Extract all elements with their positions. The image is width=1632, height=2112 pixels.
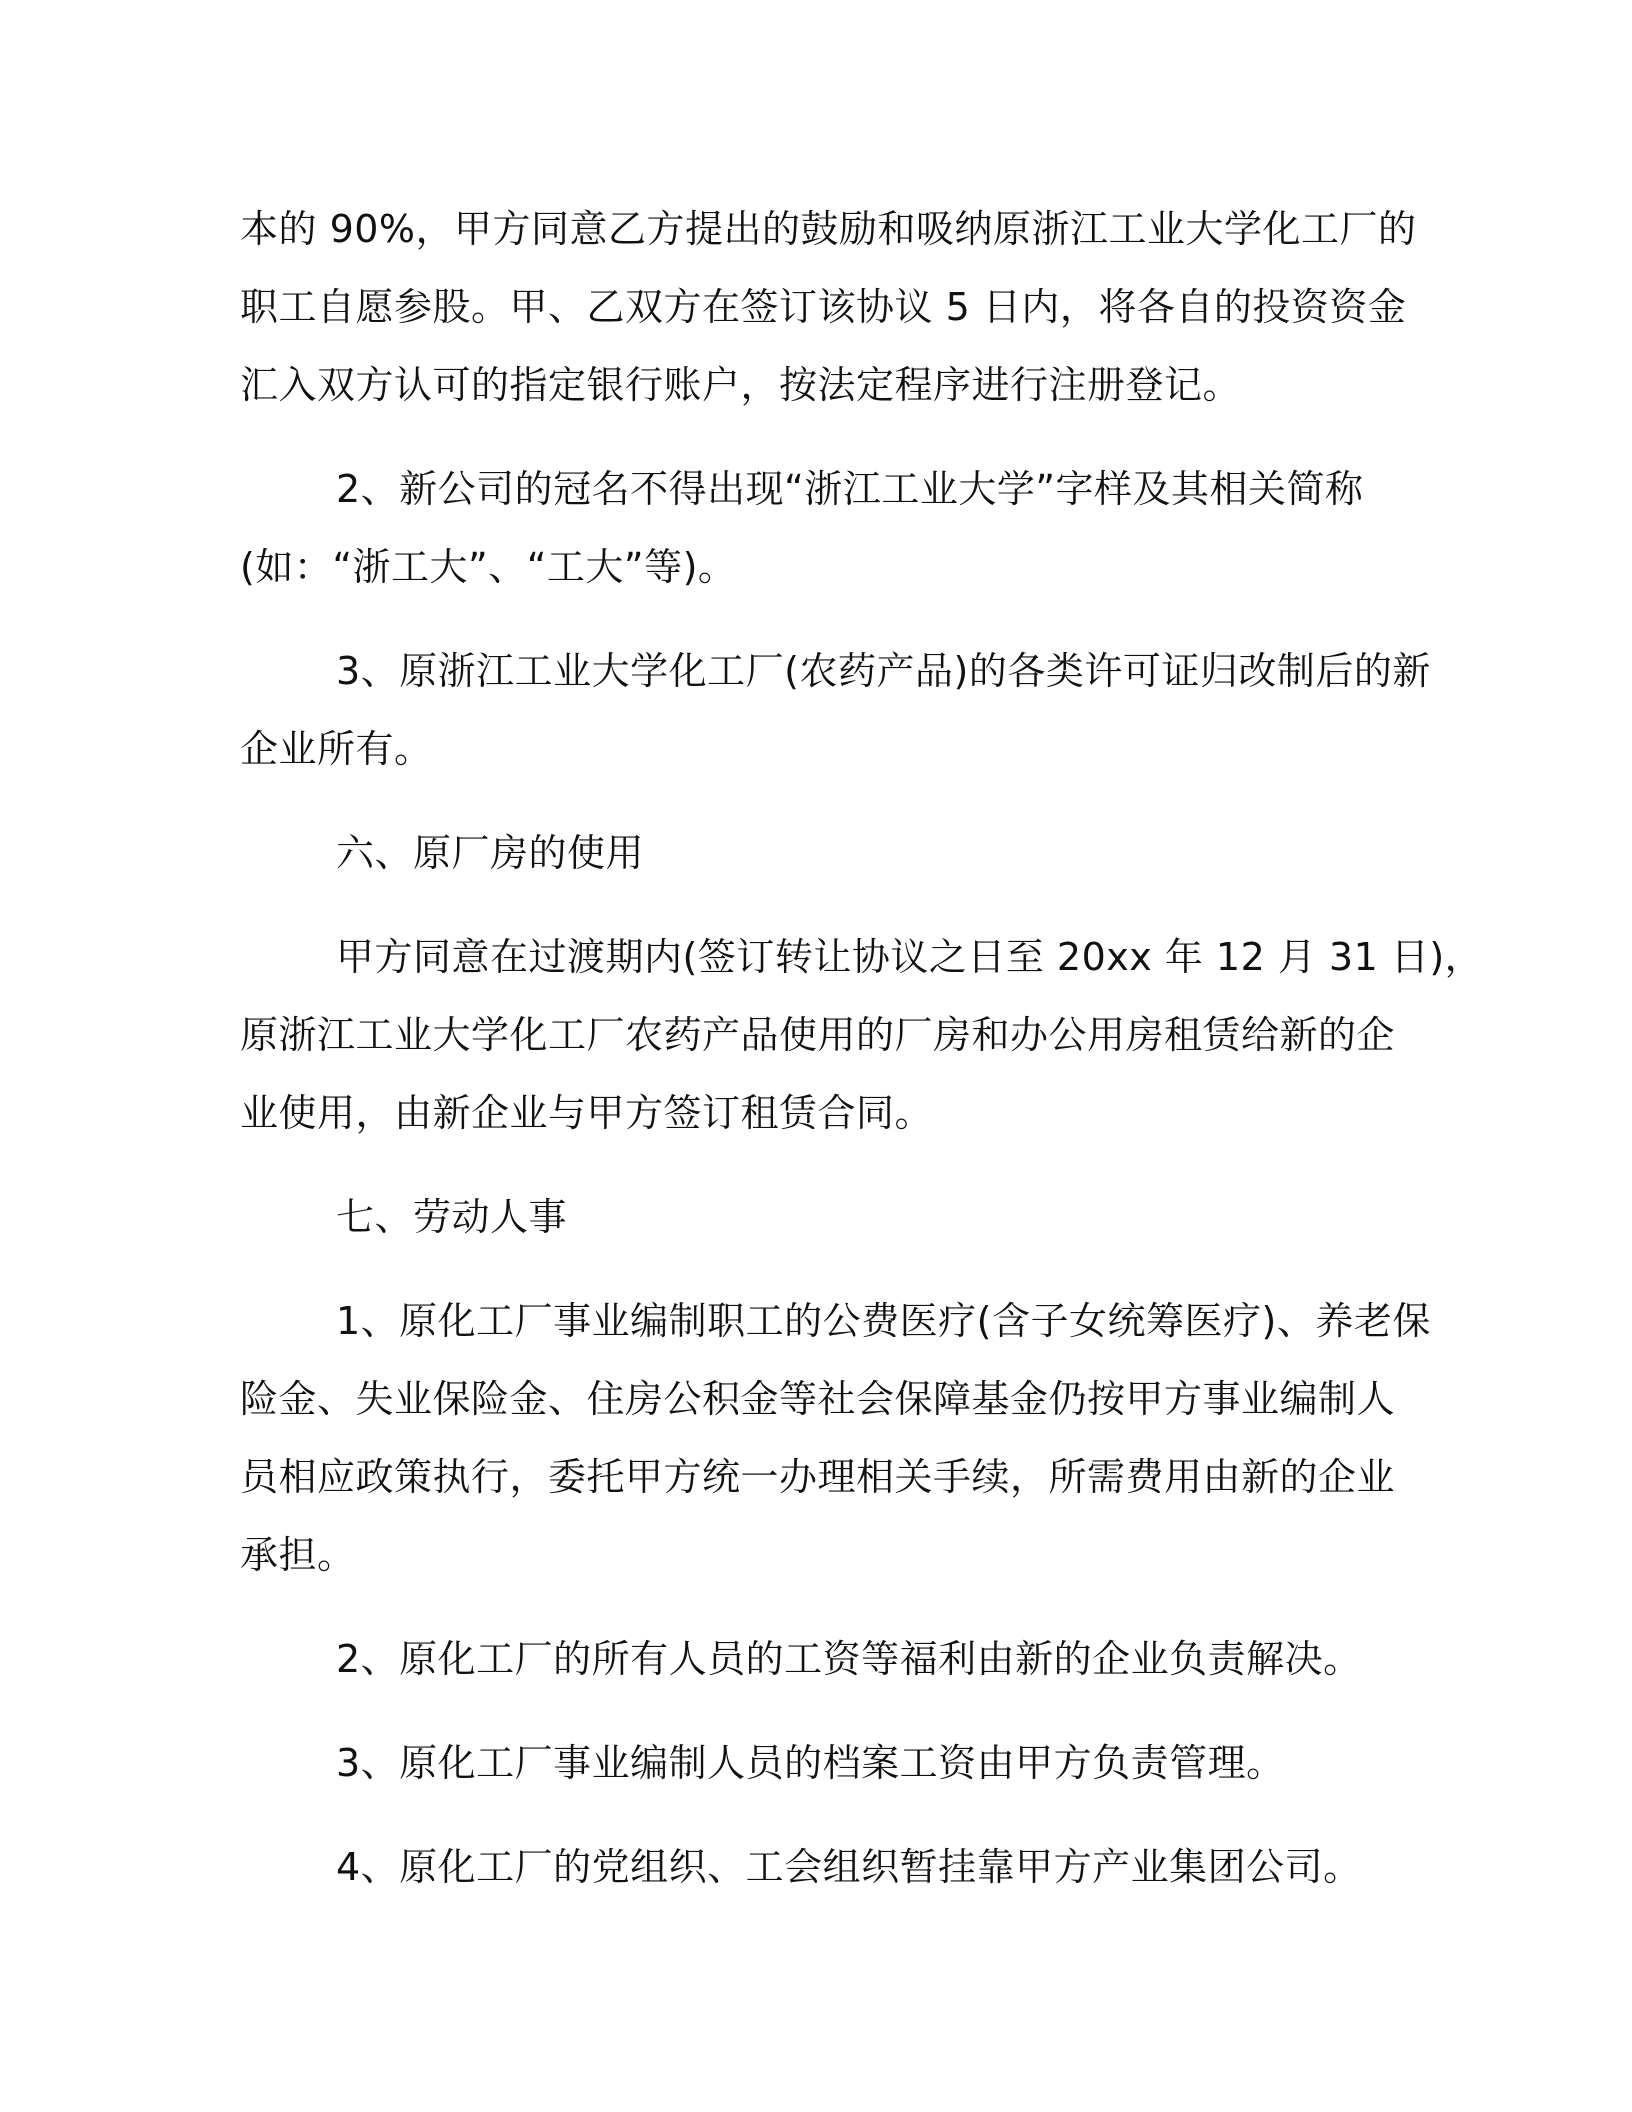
- paragraph-2: [240, 450, 1390, 606]
- paragraph-1: [240, 190, 1417, 424]
- paragraph-line: 员相应政策执行，委托甲方统一办理相关手续，所需费用由新的企业: [240, 1455, 1396, 1499]
- paragraph-line: 业使用，由新企业与甲方签订租赁合同。: [240, 1091, 934, 1135]
- section-heading-6: [240, 814, 1390, 892]
- paragraph-7: [240, 1282, 1431, 1594]
- section-heading-7: [240, 1178, 1390, 1256]
- paragraph-line: 3、原浙江工业大学化工厂(农药产品)的各类许可证归改制后的新: [336, 649, 1431, 693]
- paragraph-line: 2、原化工厂的所有人员的工资等福利由新的企业负责解决。: [336, 1637, 1362, 1681]
- paragraph-line: 4、原化工厂的党组织、工会组织暂挂靠甲方产业集团公司。: [336, 1845, 1362, 1889]
- paragraph-line: (如：“浙工大”、“工大”等)。: [240, 545, 737, 589]
- paragraph-line: 甲方同意在过渡期内(签订转让协议之日至 20xx 年 12 月 31 日)，: [336, 935, 1484, 979]
- paragraph-line: 职工自愿参股。甲、乙双方在签订该协议 5 日内，将各自的投资资金: [240, 285, 1407, 329]
- paragraph-line: 汇入双方认可的指定银行账户，按法定程序进行注册登记。: [240, 363, 1242, 407]
- paragraph-3: [240, 632, 1431, 788]
- paragraph-line: 险金、失业保险金、住房公积金等社会保障基金仍按甲方事业编制人: [240, 1377, 1396, 1421]
- paragraph-line: 2、新公司的冠名不得出现“浙江工业大学”字样及其相关简称: [336, 467, 1364, 511]
- section-heading-text: 六、原厂房的使用: [336, 831, 645, 875]
- paragraph-10: [240, 1828, 1390, 1906]
- paragraph-5: [240, 918, 1484, 1152]
- paragraph-line: 承担。: [240, 1533, 356, 1577]
- document-body: [240, 190, 1484, 1932]
- paragraph-line: 3、原化工厂事业编制人员的档案工资由甲方负责管理。: [336, 1741, 1285, 1785]
- section-heading-text: 七、劳动人事: [336, 1195, 568, 1239]
- paragraph-9: [240, 1724, 1390, 1802]
- paragraph-line: 原浙江工业大学化工厂农药产品使用的厂房和办公用房租赁给新的企: [240, 1013, 1396, 1057]
- paragraph-line: 企业所有。: [240, 727, 433, 771]
- paragraph-line: 1、原化工厂事业编制职工的公费医疗(含子女统筹医疗)、养老保: [336, 1299, 1431, 1343]
- paragraph-line: 本的 90%，甲方同意乙方提出的鼓励和吸纳原浙江工业大学化工厂的: [240, 207, 1417, 251]
- paragraph-8: [240, 1620, 1390, 1698]
